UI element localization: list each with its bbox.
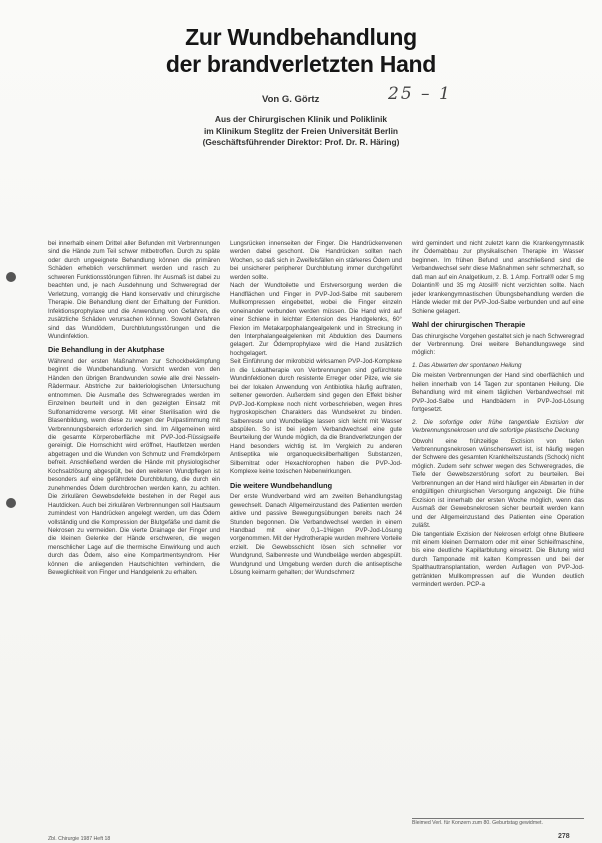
section-heading: Wahl der chirurgischen Therapie	[412, 320, 526, 330]
paragraph: Die meisten Verbrennungen der Hand sind oberflächlich und heilen innerhalb von 14 Tagen zur spontanen Heilung. Die Behandlung wird mit einem täglichen Verbandwechsel mit PVP-Jod-Salbe und Handbädern in PVP-Jod-Lösung fortgesetzt.	[412, 372, 584, 414]
footnote-rule	[412, 818, 584, 819]
text-column-2	[230, 240, 402, 808]
affiliation-line3: (Geschäftsführender Direktor: Prof. Dr. R. Häring)	[202, 137, 400, 147]
journal-reference: Zbl. Chirurgie 1987 Heft 18	[48, 836, 111, 842]
author-byline: Von G. Görtz	[262, 94, 320, 105]
paragraph: Lungsrücken innenseiten der Finger. Die Handrückenvenen werden dabei geschont. Die Handrücken sollten nach Wochen, so daß sich in Zweifelsfällen ein stärkeres Ödem und bei unsicherer peripherer Durchblutung immer durchgeführt werden sollte.	[230, 240, 402, 281]
subsection-heading: 1. Das Abwarten der spontanen Heilung	[412, 361, 522, 369]
paragraph: Obwohl eine frühzeitige Exzision von tiefen Verbrennungsnekrosen wünschenswert ist, ist häufig wegen der Schwere des gesamten Krankheitszustands (Schock) nicht möglich. Zudem sehr schwer wegen des Schweregrades, die Tiefe der Gewebszerstörung sofort zu beurteilen. Bei Verbrennungen an der Hand wird häufiger ein Abwarten in der endgültigen chirurgischen Versorgung angezeigt. Die frühe Exzision ist innerhalb der ersten Woche möglich, wenn das Ausmaß der Gewebsnekrosen sicher beurteilt werden kann und der Allgemeinzustand des Patienten eine Operation zuläßt.	[412, 437, 584, 530]
paragraph: Nach der Wundtoilette und Erstversorgung werden die Handflächen und Finger in PVP-Jod-Salbe mit sauberem Mullkompressen eingebettet, wobei die Finger einzeln voneinander verbunden werden müssen. Die Hand wird auf einer Schiene in leichter Extension des Handgelenks, 60° Flexion im Metakarpophalangealgelenk und in Streckung in den Interphalangealgelenken mit Abduktion des Daumens gelagert. Zur Ödemprophylaxe wird die Hand zusätzlich hochgelagert.	[230, 282, 402, 357]
affiliation-line2: im Klinikum Steglitz der Freien Universität Berlin	[203, 125, 399, 136]
paragraph: Während der ersten Maßnahmen zur Schockbekämpfung beginnt die Wundbehandlung. Vorsicht werden von den Händen den übrigen Brandwunden sowie alle drei Nesseln-Rädermaur. Abstriche zur bakteriologischen Untersuchung entnommen. Die Ausmaße des Schweregrades werden im Einzelnen beurteilt und in den gezeigten Einsatz mit Sulfonamidcreme versorgt. Mit einer Sterilisation wird die Blasenbildung, wenn diese zu wegen der Pulpastimmung mit Verbrennungsbereich erforderlich sind. Im Allgemeinen wird die gesamte Körperoberfläche mit PVP-Jod-Flüssigseife gereinigt. Die Hornschicht wird eröffnet, Hautfetzen werden abgetragen und die Wunden von Schmutz und Fremdkörpern befreit. Anschließend werden die Hände mit physiologischer Kochsalzlösung abgespült, bei den weiteren Wundpflegen ist besonders auf eine gefährdete Durchblutung, die durch ein zunehmendes Ödem durchbrochen werden kann, zu achten. Die zirkulären Gewebsdefekte bestehen in der Regel aus Hautdicken. Auch bei zirkulären Verbrennungen soll Hautsaum zumindest von Handrücken angelegt werden, um das Ödem vollständig und die Kompression der Blutgefäße und damit die Nekrosen zu vermeiden. Die vierte Drainage der Finger und die kleinen Gelenke der Hände erschweren, die wegen menschlicher Lage auf die thermische Einwirkung und auch durch das Ödem, also eine Kompartmentsyndrom. Hier können die anliegenden Hautschichten verhindern, die Beweglichkeit von Finger und Handgelenk zu erhalten.	[48, 357, 220, 577]
punch-hole	[6, 498, 16, 508]
page-number: 278	[558, 833, 570, 840]
footnote: Bleimed Verl. für Konzern zum 80. Geburtstag gewidmet.	[412, 820, 543, 826]
affiliation-line1: Aus der Chirurgischen Klinik und Poliklinik	[214, 114, 388, 124]
paragraph: Seit Einführung der mikrobizid wirksamen PVP-Jod-Komplexe in die Lokaltherapie von Verbrennungen sind gefürchtete Wundinfektionen durch resistente Erreger oder Pilze, wie sie bei der lokalen Anwendung von Antibiotika häufig auftraten, seltener geworden. Außerdem sind gegen den Effekt bisher PVP-Jod-Komplexe noch nicht vorbeschrieben, wegen ihres hygroskopischen Charakters das Wundsekret zu binden. Salbenreste und Wundbeläge lassen sich leicht mit Wasser abspülen. So ist bei jedem Verbandwechsel eine gute Beurteilung der Wunde möglich, da die Brandverletzungen der Hand besonders wichtig ist. Im Vergleich zu anderen Antiseptika wie organoquecksilberhaltigen Substanzen, Silbernitrat oder Hexachlorophen haben die PVP-Jod-Komplexe keine toxischen Nebenwirkungen.	[230, 358, 402, 476]
section-heading: Die Behandlung in der Akutphase	[48, 345, 165, 355]
text-column-3	[412, 240, 584, 808]
paragraph: wird gemindert und nicht zuletzt kann die Krankengymnastik ihr Ödemabbau zur physikalischen Therapie im Wasser beginnen. Im frühen Befund und anschließend sind die Verbandwechsel sehr diese Maßnahmen sehr schmerzhaft, so daß man auf ein Analgetikum, z. B. 1 Amp. Fortral® oder 5 mg Dolantin® und 35 mg Atosil® nicht verzichten sollte. Nach jeder krankengymnastischen Übungsbehandlung werden die Hände wieder mit der PVP-Jod-Salbe verbunden und auf eine Schiene gelagert.	[412, 240, 584, 315]
paragraph: Der erste Wundverband wird am zweiten Behandlungstag gewechselt. Danach Allgemeinzustand des Patienten werden aktive und passive Bewegungsübungen bereits nach 24 Stunden begonnen. Die Verbandwechsel werden in einem Handbad mit einer 0,1–1%igen PVP-Jod-Lösung vorgenommen. Mit der Hydrotherapie wurden mehrere Vorteile erzielt. Die Gewebsschicht lösen sich schneller vor Wundgrund, Salbenreste und Wundbeläge werden abgespült. Wundgrund und Umgebung werden durch die antiseptische Lösung keimarm gehalten; der Wundschmerz	[230, 493, 402, 577]
paragraph: Das chirurgische Vorgehen gestaltet sich je nach Schweregrad der Verbrennung. Drei weitere Behandlungswege sind möglich:	[412, 332, 584, 357]
paragraph: bei innerhalb einem Drittel aller Befunden mit Verbrennungen sind die Hände zum Teil schwer mitbetroffen. Durch zu späte oder durch ungeeignete Behandlung können die primären Schäden erheblich verschlimmert werden und rasch zu schweren Funktionsstörungen führen. Ihr Ausmaß ist dabei zu beachten und, je nach Ausdehnung und Schweregrad der Verletzung, vorrangig die Hand konservativ und chirurgische Therapie. Die Behandlung dient der Erhaltung der Funktion. Infektionsprophylaxe und die Anwendung von Gefahren, die zusätzliche Schäden verursachen können. Sowohl Gefahren sind das Wundödem, Durchblutungsstörungen und die Wundinfektion.	[48, 240, 220, 340]
paragraph: Die tangentiale Exzision der Nekrosen erfolgt ohne Blutleere mit einem kleinen Dermatom oder mit einer Schleifmaschine, bis eine deutliche Kapillarblutung einsetzt. Die Blutung wird durch Tamponade mit kalten Kompressen und bei der Spalthauttransplantation, werden Auflagen von PVP-Jod-getränkten Mullkompressen auf die Wunden deutlich vermindert werden. PCP-a	[412, 530, 584, 589]
subsection-heading: 2. Die sofortige oder frühe tangentiale Exzision der Verbrennungsnekrosen und die sofortige plastische Deckung	[412, 418, 584, 435]
text-column-1	[48, 240, 220, 808]
section-heading: Die weitere Wundbehandlung	[230, 480, 333, 490]
article-title-line2: der brandverletzten Hand	[165, 51, 437, 77]
article-title-line1: Zur Wundbehandlung	[185, 24, 417, 50]
affiliation	[0, 114, 602, 149]
handwritten-note: 25 – 1	[388, 84, 452, 104]
punch-hole	[6, 272, 16, 282]
